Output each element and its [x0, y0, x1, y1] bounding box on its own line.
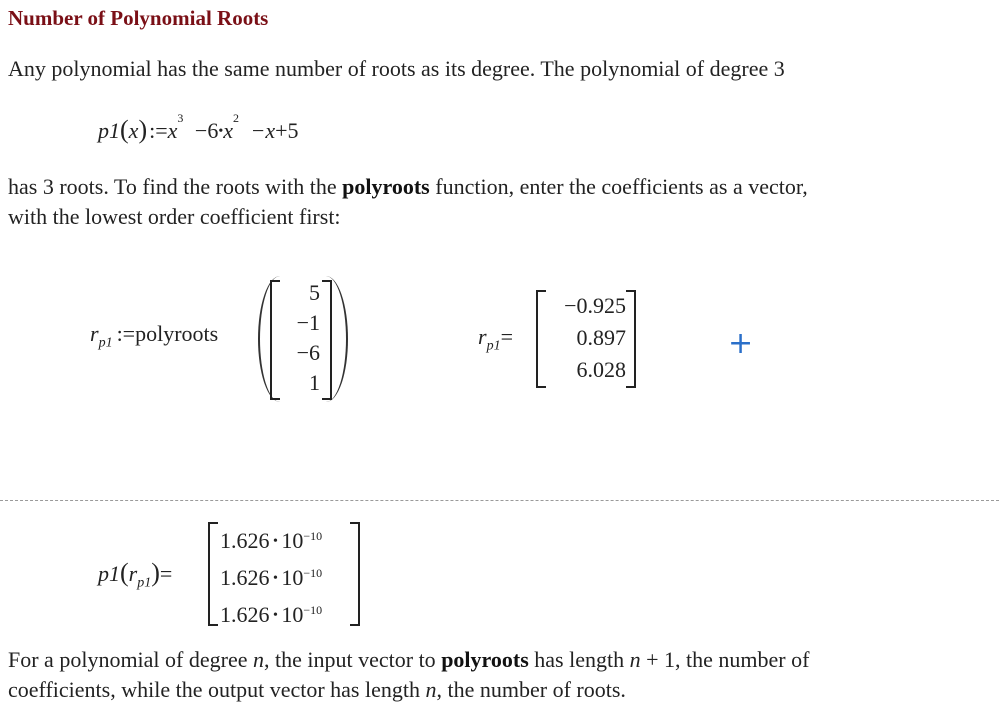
- summary-line2-a: coefficients, while the output vector has length: [8, 677, 426, 702]
- summary-n2: n: [629, 647, 641, 672]
- rp1-result-sub: p1: [486, 338, 501, 354]
- root-0: −0.925: [564, 293, 626, 318]
- polynomial-definition[interactable]: $p1(x):=x^3$ $-6•x^2 -x+5$: [98, 111, 299, 144]
- summary-text-c: has length: [528, 647, 630, 672]
- term-minus-x: −x: [250, 118, 276, 143]
- check-sub: p1: [137, 575, 152, 591]
- summary-text-d: + 1, the number of: [640, 647, 810, 672]
- coefficient-0: 5: [309, 280, 320, 305]
- check-value-1: 1.626 • $10^{-10}$: [220, 565, 323, 590]
- summary-text-b: , the input vector to: [264, 647, 442, 672]
- coefficient-3: 1: [309, 370, 320, 395]
- term-x2-base: x: [223, 118, 233, 143]
- check-fn: p1: [98, 561, 120, 586]
- root-2: 6.028: [576, 357, 626, 382]
- term-x2-exponent: 2: [233, 111, 239, 125]
- rp1-sub: p1: [98, 335, 113, 351]
- coeff-bracket-left: [270, 280, 280, 400]
- instruction-paragraph: [8, 172, 808, 202]
- check-var: r: [128, 561, 138, 586]
- rp1-result-eq: =: [500, 324, 513, 349]
- coeff-bracket-right: [322, 280, 332, 400]
- instruction-text-a: has 3 roots. To find the roots with the: [8, 174, 343, 199]
- summary-paragraph-line2: [8, 675, 626, 705]
- check-label[interactable]: $p1(r_{p1})=$: [98, 558, 173, 591]
- intro-paragraph: Any polynomial has the same number of roots as its degree. The polynomial of degree 3: [8, 56, 785, 81]
- rp1-assign: :=: [116, 321, 136, 346]
- check-vector[interactable]: [220, 524, 322, 635]
- instruction-text-b: function, enter the coefficients as a vector,: [429, 174, 808, 199]
- summary-n1: n: [253, 647, 264, 672]
- rp1-var: r: [90, 321, 99, 346]
- function-arg: x: [128, 118, 139, 143]
- check-value-2: 1.626 • $10^{-10}$: [220, 602, 323, 627]
- coefficient-vector[interactable]: [280, 278, 320, 398]
- rp1-result-label[interactable]: [478, 324, 513, 354]
- term-x3-exponent: 3: [177, 111, 184, 125]
- function-name: p1: [98, 118, 120, 143]
- summary-line2-b: , the number of roots.: [436, 677, 626, 702]
- rp1-definition-label[interactable]: [90, 321, 218, 351]
- root-1: 0.897: [576, 325, 626, 350]
- term-minus6: −6: [194, 118, 219, 143]
- instruction-paragraph-line2: with the lowest order coefficient first:: [8, 204, 341, 229]
- assign-operator: :=: [149, 118, 168, 143]
- coefficient-2: −6: [296, 340, 320, 365]
- summary-n3: n: [425, 677, 437, 702]
- summary-text-a: For a polynomial of degree: [8, 647, 253, 672]
- term-plus5: +5: [275, 118, 299, 143]
- page-title: Number of Polynomial Roots: [8, 6, 269, 30]
- insert-plus-icon[interactable]: +: [728, 326, 754, 361]
- roots-vector[interactable]: [548, 290, 626, 386]
- summary-paragraph: [8, 645, 809, 675]
- coefficient-1: −1: [296, 310, 320, 335]
- polyroots-keyword: polyroots: [342, 174, 430, 199]
- roots-bracket-left: [536, 290, 546, 388]
- term-x3-base: x: [167, 118, 178, 143]
- check-value-0: 1.626 • $10^{-10}$: [220, 528, 323, 553]
- rp1-result-var: r: [478, 324, 487, 349]
- summary-polyroots-keyword: polyroots: [441, 647, 529, 672]
- roots-bracket-right: [626, 290, 636, 388]
- check-bracket-left: [208, 522, 218, 626]
- check-eq: =: [159, 561, 173, 586]
- check-bracket-right: [350, 522, 360, 626]
- page-break-divider: [0, 500, 999, 501]
- polyroots-function: polyroots: [135, 321, 219, 346]
